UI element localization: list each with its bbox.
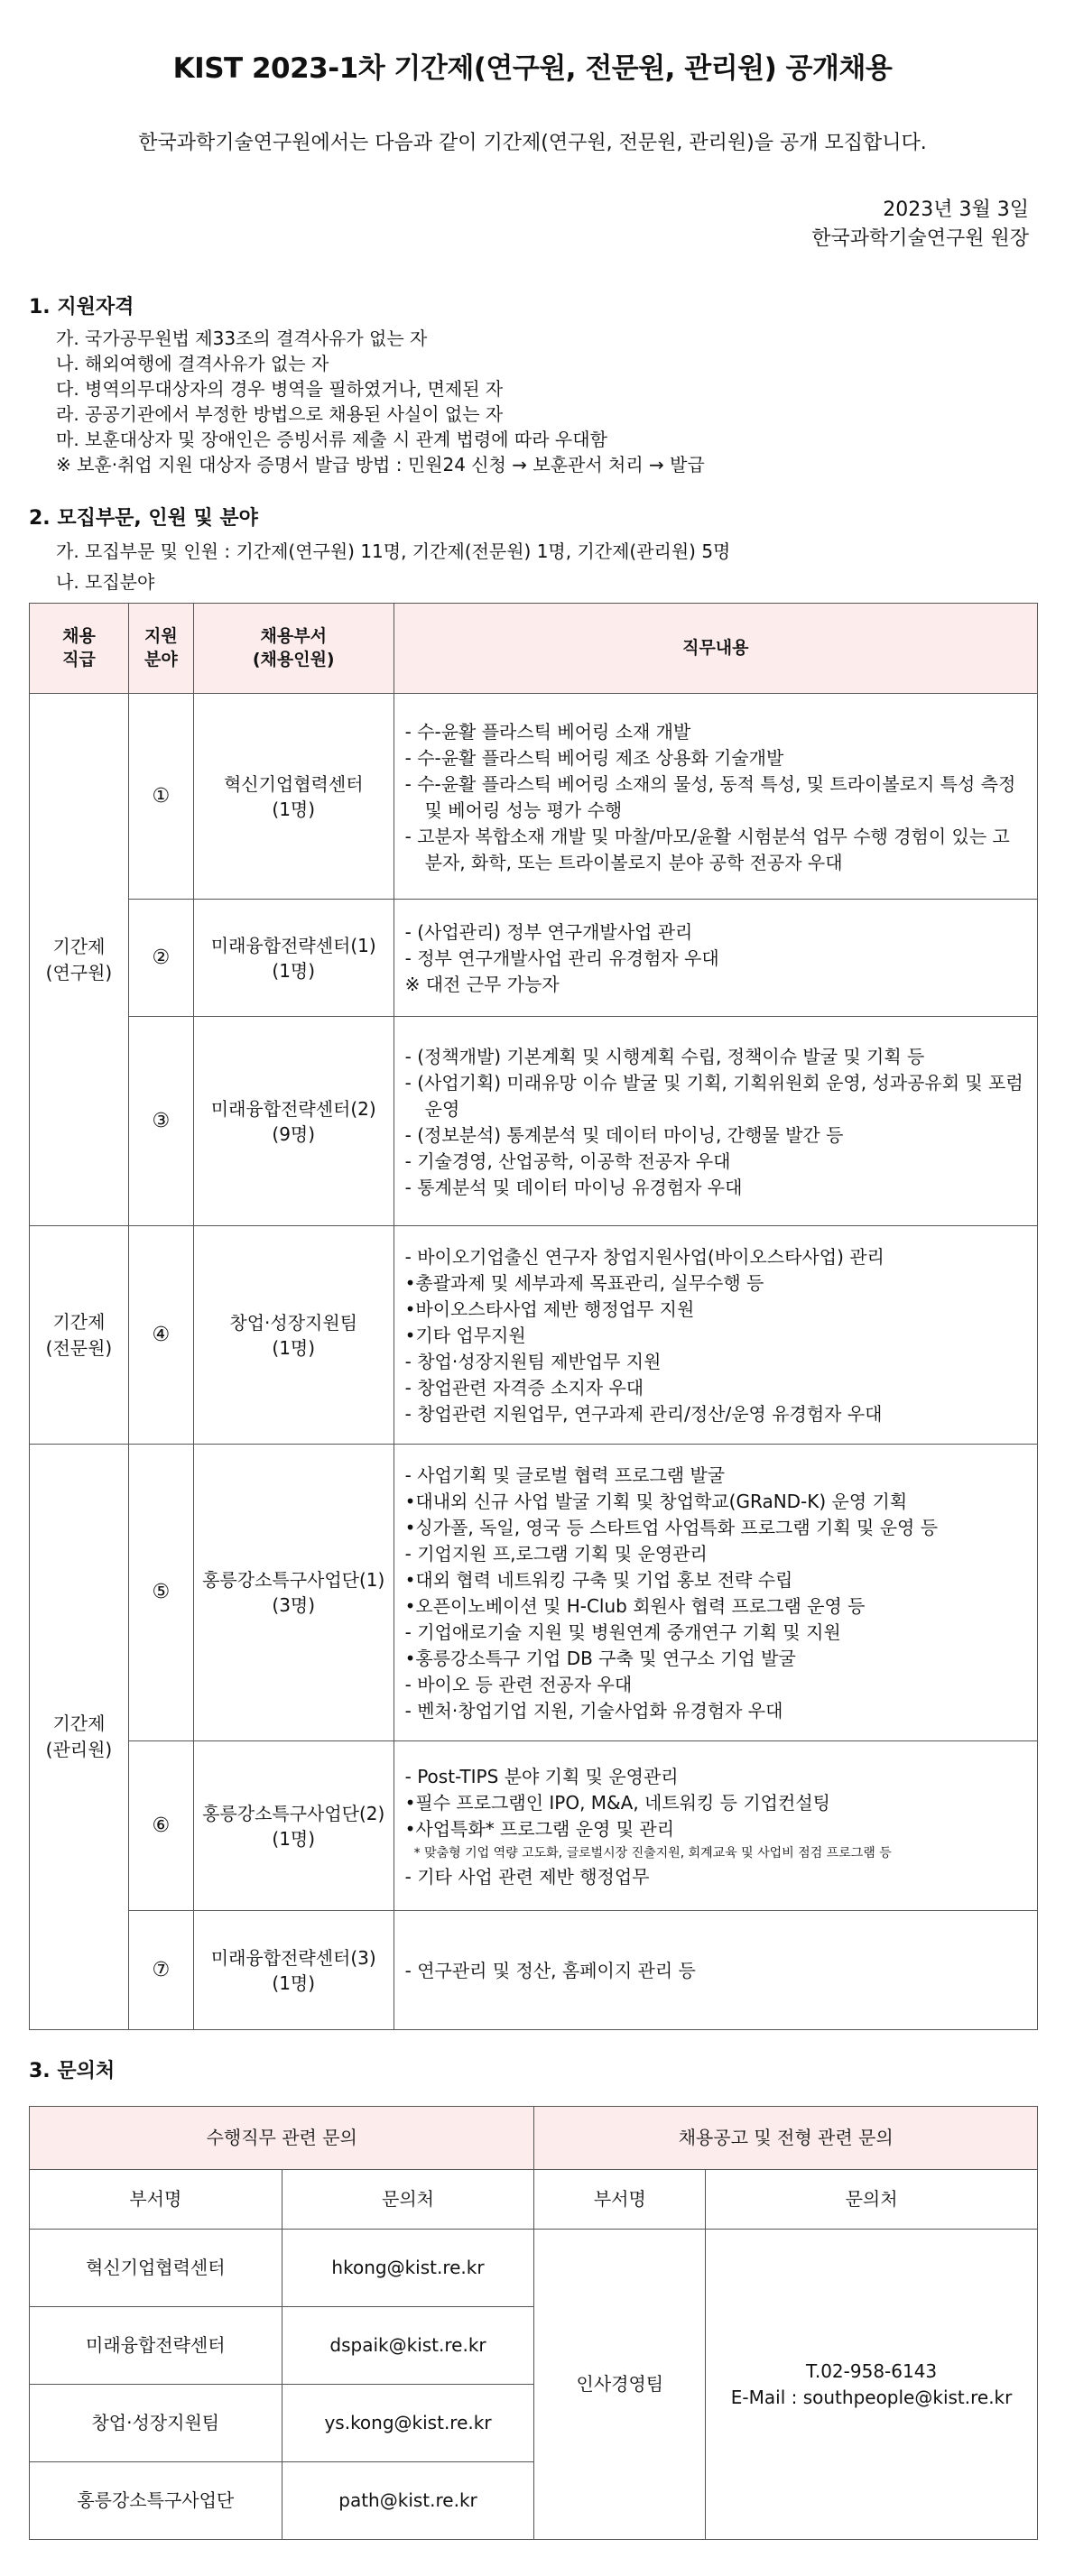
table-row [30,1741,1038,1911]
duty-line: - (정보분석) 통계분석 및 데이터 마이닝, 간행물 발간 등 [404,1123,844,1146]
contact-subheader-row [30,2170,1038,2230]
duties-cell [394,1741,1037,1911]
duty-line: - (사업관리) 정부 연구개발사업 관리 [404,921,693,944]
duties-cell [394,1911,1037,2030]
duty-line: - 창업·성장지원팀 제반업무 지원 [404,1351,662,1373]
grade-manager: 기간제 (관리원) [30,1445,129,2030]
hr-email[interactable]: E-Mail : southpeople@kist.re.kr [730,2386,1013,2408]
duty-line: - 창업관련 자격증 소지자 우대 [404,1377,644,1399]
duty-line: •싱가폴, 독일, 영국 등 스타트업 사업특화 프로그램 기획 및 운영 등 [404,1517,939,1539]
qualification-list [29,326,1036,477]
table-row [30,900,1038,1017]
qualification-item: 나. 해외여행에 결격사유가 없는 자 [56,352,329,374]
field-number: ① [128,694,193,900]
duties-cell [394,1226,1037,1445]
duty-line: - 통계분석 및 데이터 마이닝 유경험자 우대 [404,1176,743,1198]
duty-footnote: * 맞춤형 기업 역량 고도화, 글로벌시장 진출지원, 회계교육 및 사업비 점검 프로그램 등 [413,1845,892,1860]
grade-specialist: 기간제 (전문원) [30,1226,129,1445]
intro-text: 한국과학기술연구원에서는 다음과 같이 기간제(연구원, 전문원, 관리원)을 공개 모집합니다. [138,131,927,154]
contact-header-row [30,2107,1038,2170]
section-contact-title: 3. 문의처 [29,2060,116,2083]
header-grade: 채용 직급 [30,604,129,694]
header-dept: 채용부서 (채용인원) [193,604,394,694]
duty-line: - 정부 연구개발사업 관리 유경험자 우대 [404,947,719,970]
dept-cell: 홍릉강소특구사업단(2) (1명) [193,1741,394,1911]
contact-dept: 홍릉강소특구사업단 [30,2462,282,2540]
qualification-item: 마. 보훈대상자 및 장애인은 증빙서류 제출 시 관계 법령에 따라 우대함 [56,428,607,450]
contact-dept: 창업·성장지원팀 [30,2385,282,2462]
duty-line: •필수 프로그램인 IPO, M&A, 네트워킹 등 기업컨설팅 [404,1791,830,1814]
duties-cell [394,694,1037,900]
contact-email[interactable]: path@kist.re.kr [282,2462,534,2540]
duty-line: - 바이오기업출신 연구자 창업지원사업(바이오스타사업) 관리 [404,1246,884,1269]
recruitment-summary: 가. 모집부문 및 인원 : 기간제(연구원) 11명, 기간제(전문원) 1명, 기간제(관리원) 5명 [56,540,731,563]
dept-cell: 혁신기업협력센터 (1명) [193,694,394,900]
dept-cell: 창업·성장지원팀 (1명) [193,1226,394,1445]
contact-header-hr: 채용공고 및 전형 관련 문의 [534,2107,1038,2170]
field-number: ⑤ [128,1445,193,1741]
duty-line: - 창업관련 지원업무, 연구과제 관리/정산/운영 유경험자 우대 [404,1403,883,1426]
field-number: ⑥ [128,1741,193,1911]
col-contact: 문의처 [282,2170,534,2230]
duty-line: •기타 업무지원 [404,1325,526,1347]
duty-line: - Post-TIPS 분야 기획 및 운영관리 [404,1765,679,1787]
duty-line: •홍릉강소특구 기업 DB 구축 및 연구소 기업 발굴 [404,1648,796,1670]
contact-email[interactable]: ys.kong@kist.re.kr [282,2385,534,2462]
col-dept: 부서명 [30,2170,282,2230]
table-row [30,1911,1038,2030]
notice-date: 2023년 3월 3일 [883,198,1029,221]
duty-line: - (정책개발) 기본계획 및 시행계획 수립, 정책이슈 발굴 및 기획 등 [404,1045,925,1067]
qualification-item: 가. 국가공무원법 제33조의 결격사유가 없는 자 [56,327,428,349]
recruitment-field-label: 나. 모집분야 [56,571,155,594]
duty-line: •오픈이노베이션 및 H-Club 회원사 협력 프로그램 운영 등 [404,1595,866,1618]
hr-phone: T.02-958-6143 [806,2359,938,2382]
duties-cell [394,900,1037,1017]
duty-line: - 수-윤활 플라스틱 베어링 제조 상용화 기술개발 [404,746,784,769]
contact-email[interactable]: hkong@kist.re.kr [282,2230,534,2307]
duties-cell [394,1445,1037,1741]
duty-line: •사업특화* 프로그램 운영 및 관리 [404,1817,675,1840]
duty-line: - 바이오 등 관련 전공자 우대 [404,1674,633,1696]
header-field: 지원 분야 [128,604,193,694]
contact-dept: 혁신기업협력센터 [30,2230,282,2307]
table-row [30,2230,1038,2307]
duty-line: - (사업기획) 미래유망 이슈 발굴 및 기획, 기획위원회 운영, 성과공유회 및 포럼 운영 [404,1071,1023,1120]
hr-dept: 인사경영팀 [534,2230,706,2540]
issuer: 한국과학기술연구원 원장 [811,226,1029,250]
table-row [30,694,1038,900]
grade-researcher: 기간제 (연구원) [30,694,129,1226]
dept-cell: 홍릉강소특구사업단(1) (3명) [193,1445,394,1741]
duty-line: •총괄과제 및 세부과제 목표관리, 실무수행 등 [404,1272,764,1295]
table-row [30,1226,1038,1445]
duty-line: - 수-윤활 플라스틱 베어링 소재의 물성, 동적 특성, 및 트라이볼로지 특성 측정 및 베어링 성능 평가 수행 [404,772,1016,821]
page-title: KIST 2023-1차 기간제(연구원, 전문원, 관리원) 공개채용 [172,52,893,85]
contact-email[interactable]: dspaik@kist.re.kr [282,2307,534,2385]
qualification-item: 라. 공공기관에서 부정한 방법으로 채용된 사실이 없는 자 [56,402,504,425]
field-number: ② [128,900,193,1017]
duty-line: •대외 협력 네트워킹 구축 및 기업 홍보 전략 수립 [404,1569,793,1592]
dept-cell: 미래융합전략센터(3) (1명) [193,1911,394,2030]
col-dept: 부서명 [534,2170,706,2230]
table-header-row [30,604,1038,694]
qualification-item: 다. 병역의무대상자의 경우 병역을 필하였거나, 면제된 자 [56,377,504,400]
contact-header-duty: 수행직무 관련 문의 [30,2107,534,2170]
duty-line: - 고분자 복합소재 개발 및 마찰/마모/윤활 시험분석 업무 수행 경험이 있는 고분자, 화학, 또는 트라이볼로지 분야 공학 전공자 우대 [404,825,1010,873]
duty-line: - 수-윤활 플라스틱 베어링 소재 개발 [404,720,691,743]
duty-line: - 기타 사업 관련 제반 행정업무 [404,1865,650,1888]
duty-line: - 벤처·창업기업 지원, 기술사업화 유경험자 우대 [404,1700,783,1722]
duties-cell [394,1017,1037,1226]
duty-line: - 기업애로기술 지원 및 병원연계 중개연구 기획 및 지원 [404,1621,841,1644]
duty-line: - 기술경영, 산업공학, 이공학 전공자 우대 [404,1150,731,1172]
section-qualifications-title: 1. 지원자격 [29,295,134,319]
duty-line: •대내외 신규 사업 발굴 기획 및 창업학교(GRaND-K) 운영 기획 [404,1491,908,1513]
qualification-note: ※ 보훈·취업 지원 대상자 증명서 발급 방법 : 민원24 신청 → 보훈관서 처리 → 발급 [56,453,705,475]
duty-line: - 기업지원 프,로그램 기획 및 운영관리 [404,1543,708,1565]
col-contact: 문의처 [706,2170,1038,2230]
duty-line: - 연구관리 및 정산, 홈페이지 관리 등 [404,1960,696,1982]
duty-line: - 사업기획 및 글로벌 협력 프로그램 발굴 [404,1464,726,1487]
contact-dept: 미래융합전략센터 [30,2307,282,2385]
recruitment-table [29,603,1038,2030]
section-recruitment-title: 2. 모집부문, 인원 및 분야 [29,506,258,530]
header-duties: 직무내용 [394,604,1037,694]
field-number: ⑦ [128,1911,193,2030]
duty-line: •바이오스타사업 제반 행정업무 지원 [404,1298,695,1321]
duty-line: ※ 대전 근무 가능자 [404,974,560,996]
table-row [30,1445,1038,1741]
contact-table [29,2106,1038,2540]
field-number: ④ [128,1226,193,1445]
hr-contact [706,2230,1038,2540]
table-row [30,1017,1038,1226]
field-number: ③ [128,1017,193,1226]
dept-cell: 미래융합전략센터(2) (9명) [193,1017,394,1226]
dept-cell: 미래융합전략센터(1) (1명) [193,900,394,1017]
